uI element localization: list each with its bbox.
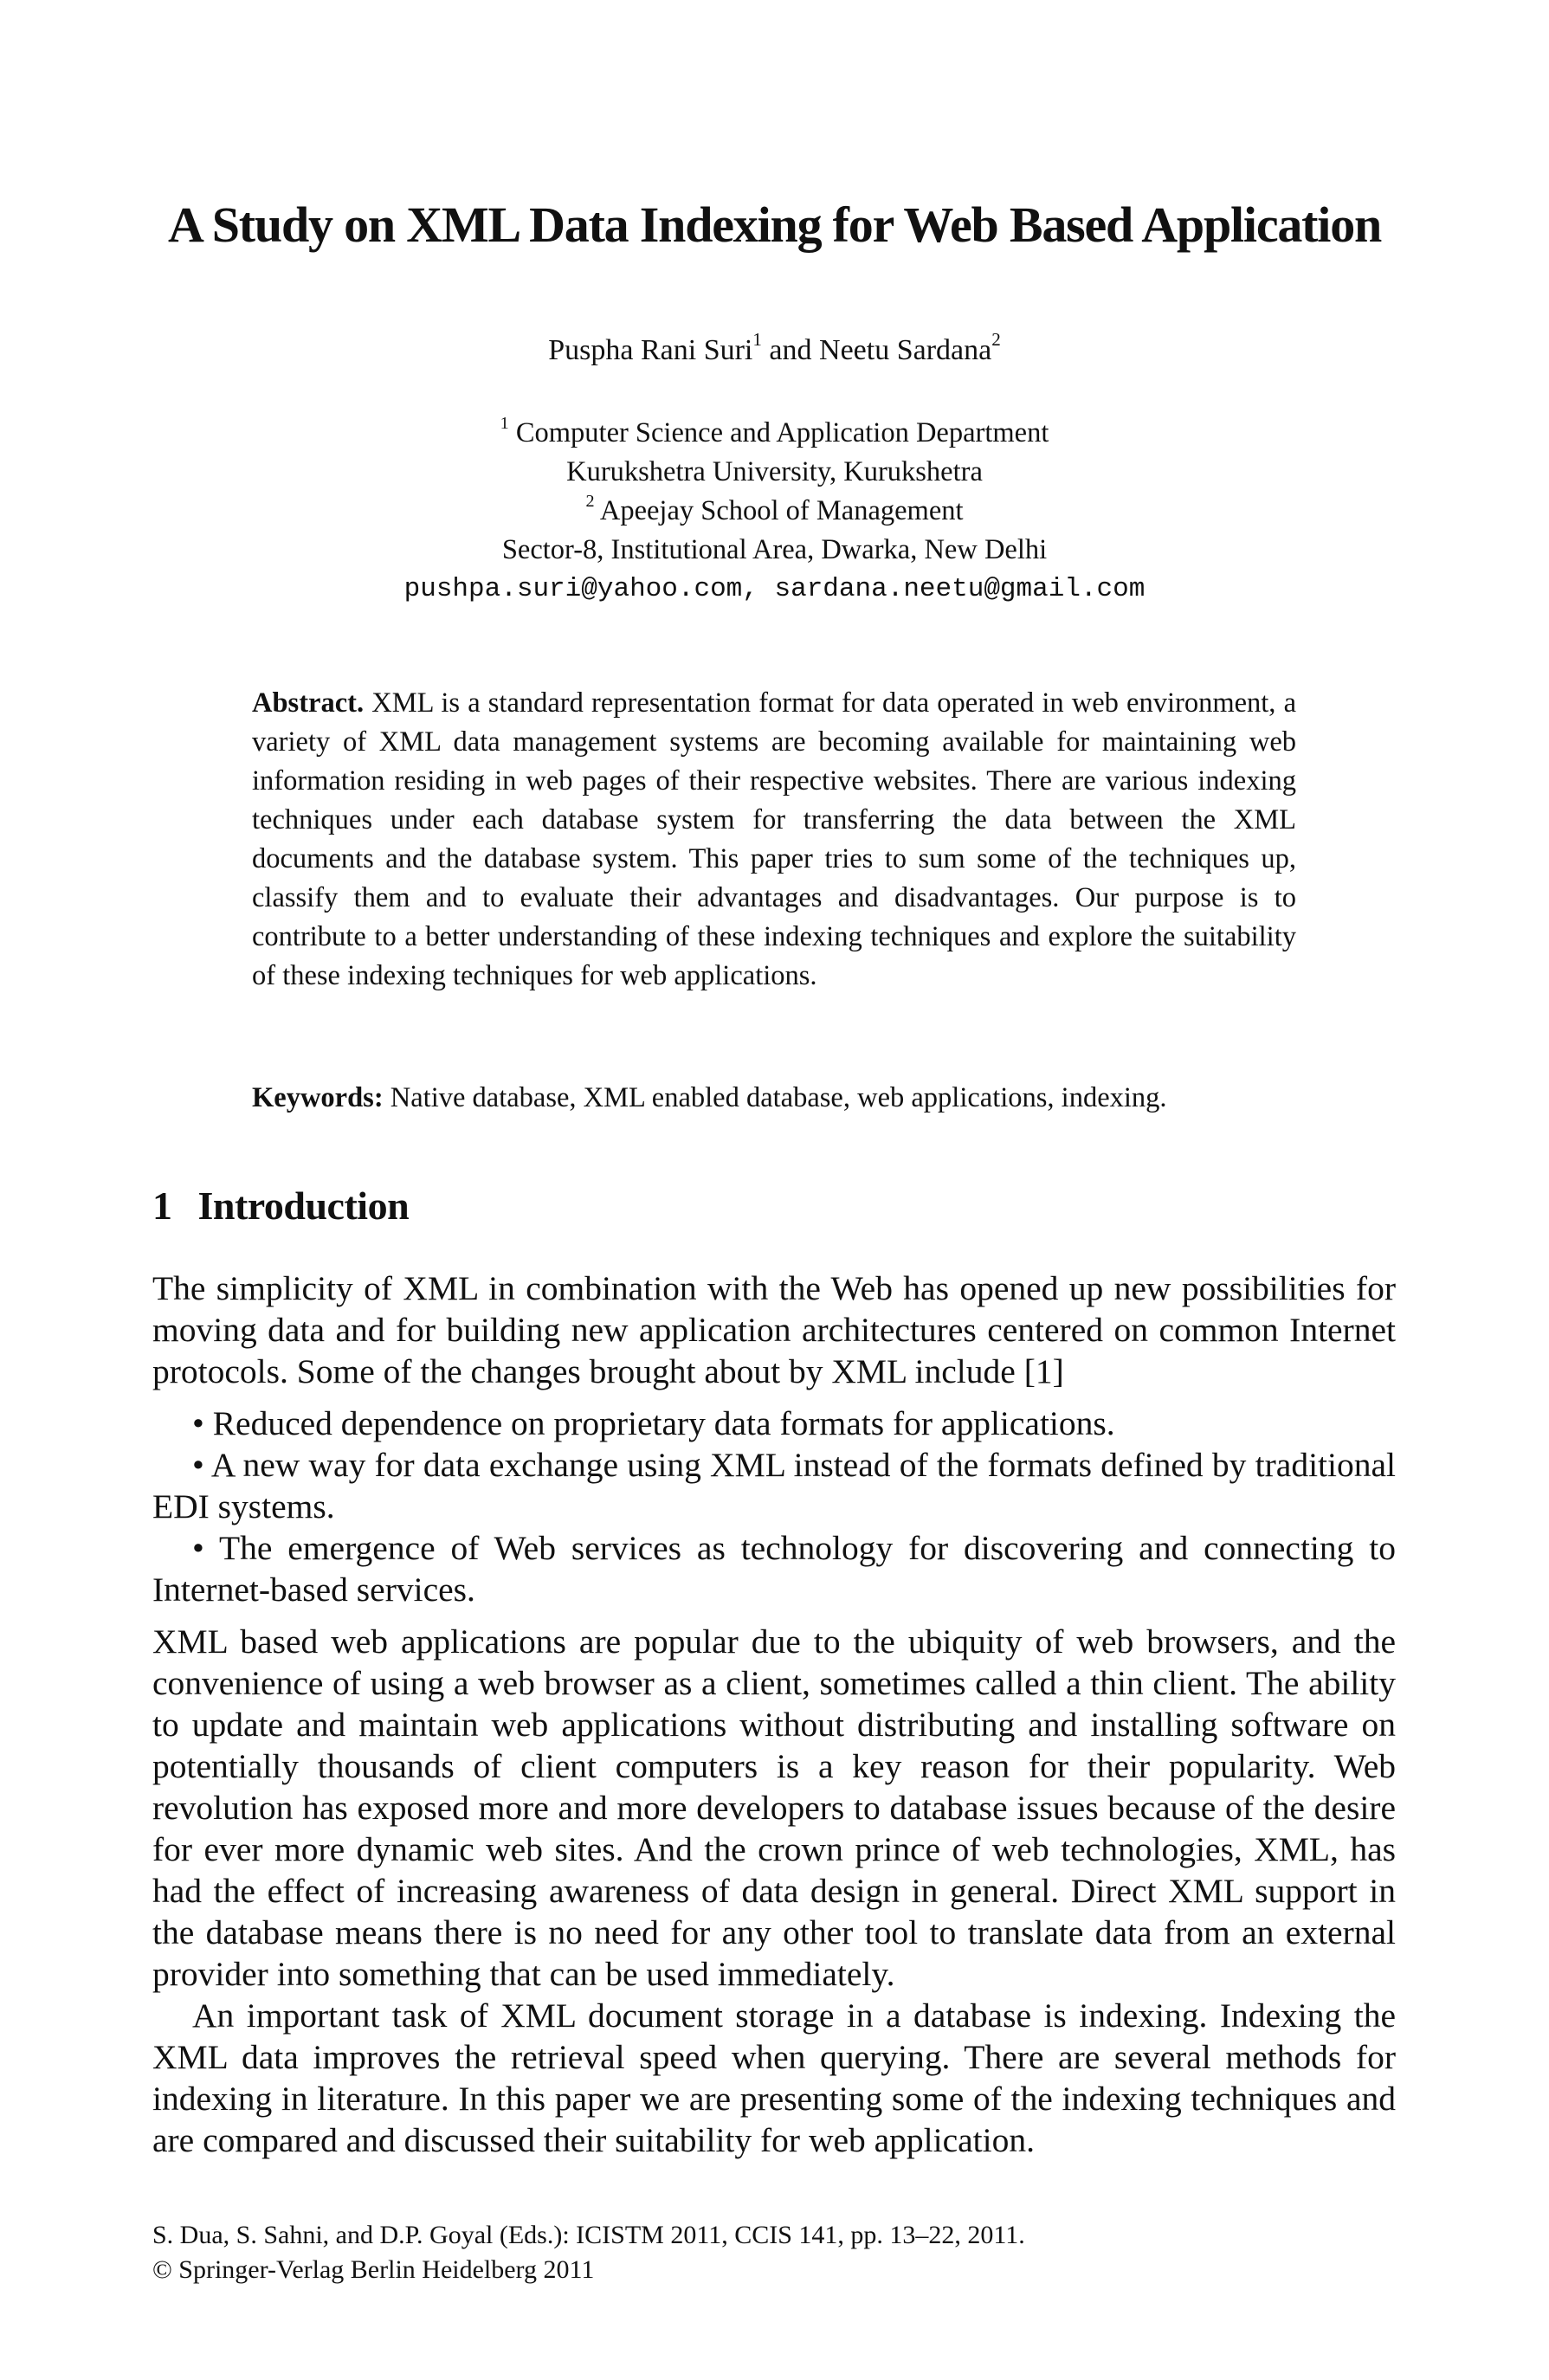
affiliation-line: Sector-8, Institutional Area, Dwarka, New Delhi: [501, 534, 1048, 565]
author-conjunction: and: [761, 334, 820, 366]
section-body: [152, 1267, 1396, 2161]
bullet-item: • The emergence of Web services as technology for discovering and connecting to Internet-based services.: [152, 1529, 1396, 1609]
section-heading: [152, 1183, 409, 1229]
affiliation-line: [0, 492, 1549, 531]
paragraph: An important task of XML document storage in a database is indexing. Indexing the XML data improves the retrieval speed when querying. There are several methods for indexing in literature. In this paper we are presenting some of the indexing techniques and are compared and discussed their suitability for web application.: [152, 1996, 1396, 2159]
abstract-text: XML is a standard representation format for data operated in web environment, a variety of XML data management systems are becoming available for maintaining web information residing in web pages of their respective websites. There are various indexing techniques under each database system for transferring the data between the XML documents and the database system. This paper tries to sum some of the techniques up, classify them and to evaluate their advantages and disadvantages. Our purpose is to contribute to a better understanding of these indexing techniques and explore the suitability of these indexing techniques for web applications.: [252, 687, 1296, 991]
affiliation-marker: 2: [991, 329, 1001, 351]
author-name: Puspha Rani Suri: [548, 334, 753, 366]
author-emails: pushpa.suri@yahoo.com, sardana.neetu@gmail.com: [403, 574, 1146, 604]
keywords-text: Native database, XML enabled database, web applications, indexing.: [383, 1082, 1167, 1113]
affiliation-line: [0, 414, 1549, 453]
affiliation-line: Kurukshetra University, Kurukshetra: [566, 456, 983, 487]
abstract: [252, 684, 1296, 996]
affiliation-text: Computer Science and Application Department: [508, 417, 1049, 448]
paragraph: XML based web applications are popular due to the ubiquity of web browsers, and the convenience of using a web browser as a client, sometimes called a thin client. The ability to update and maintain web applications without distributing and installing software on potentially thousands of client computers is a key reason for their popularity. Web revolution has exposed more and more developers to database issues because of the desire for ever more dynamic web sites. And the crown prince of web technologies, XML, has had the effect of increasing awareness of data design in general. Direct XML support in the database means there is no need for any other tool to translate data from an external provider into something that can be used immediately.: [152, 1622, 1396, 1993]
bullet-item: • A new way for data exchange using XML instead of the formats defined by traditional EDI systems.: [152, 1446, 1396, 1525]
keywords: [252, 1079, 1296, 1118]
page-footer: [152, 2218, 1025, 2287]
affiliation-marker: 1: [500, 413, 509, 433]
copyright-line: © Springer-Verlag Berlin Heidelberg 2011: [152, 2255, 595, 2284]
section-title: Introduction: [197, 1184, 410, 1228]
bullet-item: • Reduced dependence on proprietary data formats for applications.: [192, 1404, 1115, 1442]
author-name: Neetu Sardana: [819, 334, 992, 366]
author-list: [0, 329, 1549, 367]
paragraph: The simplicity of XML in combination with the Web has opened up new possibilities for moving data and for building new application architectures centered on common Internet protocols. Some of the changes brought about by XML include [1]: [152, 1269, 1396, 1390]
keywords-label: Keywords:: [252, 1082, 384, 1113]
affiliation-marker: 2: [585, 491, 595, 511]
affiliation-marker: 1: [752, 329, 762, 351]
citation-line: S. Dua, S. Sahni, and D.P. Goyal (Eds.): ICISTM 2011, CCIS 141, pp. 13–22, 2011.: [152, 2221, 1025, 2249]
abstract-label: Abstract.: [252, 687, 365, 719]
paper-title: A Study on XML Data Indexing for Web Based Application: [167, 197, 1382, 253]
section-number: 1: [152, 1184, 172, 1228]
affiliation-text: Apeejay School of Management: [594, 495, 964, 526]
affiliations: [0, 414, 1549, 609]
